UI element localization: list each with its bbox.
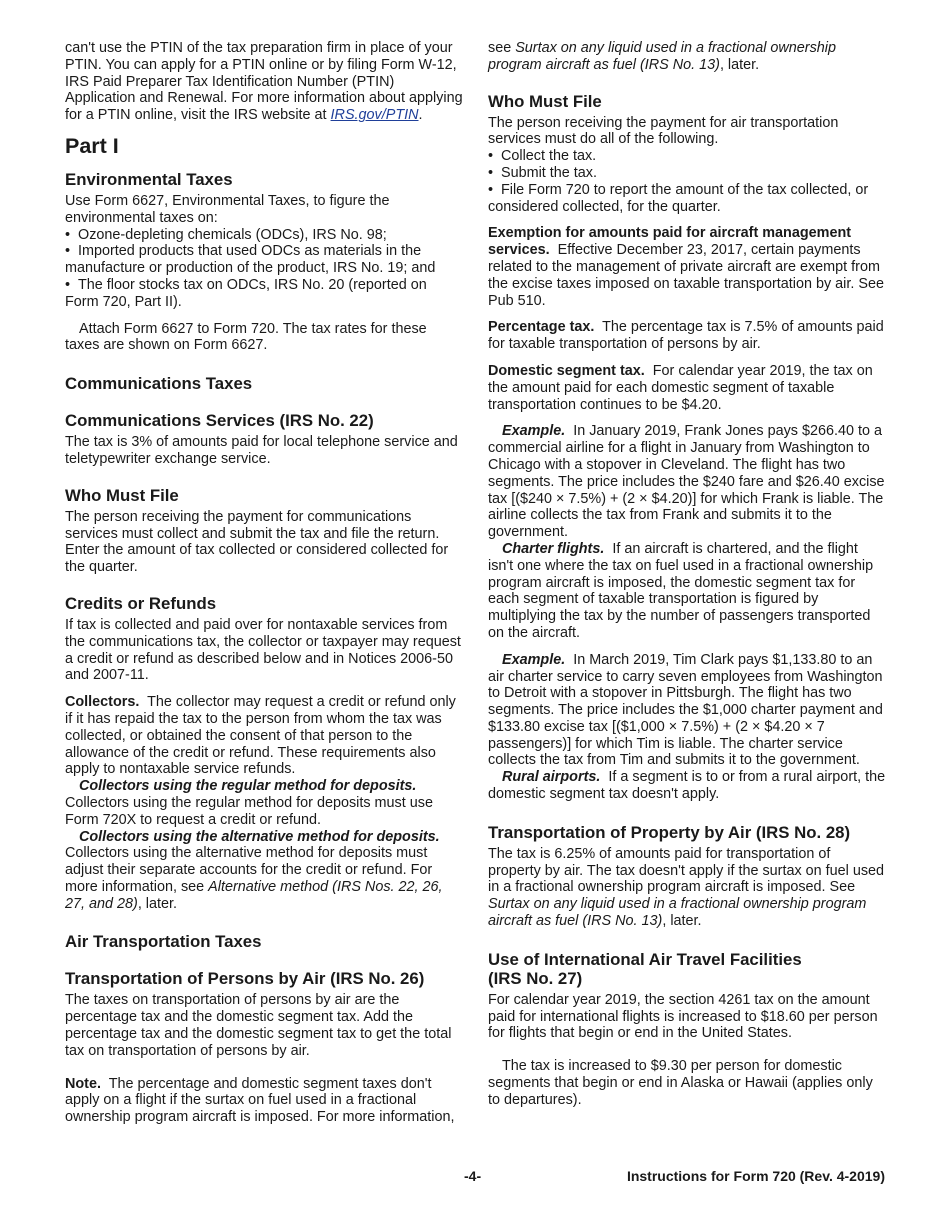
list-item: • Ozone-depleting chemicals (ODCs), IRS No. 98;	[65, 226, 387, 243]
bullet-icon: •	[65, 243, 71, 260]
env-attach-text: Attach Form 6627 to Form 720. The tax rates for these taxes are shown on Form 6627.	[65, 320, 427, 354]
left-column	[65, 40, 463, 1126]
charter-flights-paragraph: Charter flights. If an aircraft is chartered, and the flight isn't one where the tax on fuel used in a fractional ownership program aircraft is imposed, the domestic segment tax for each segment of taxable transportation is figured by multiplying the tax by the number of passengers transported on the aircraft.	[488, 540, 874, 641]
intl-text: For calendar year 2019, the section 4261 tax on the amount paid for international flights is increased to $18.60 per person for flights that begin or end in the United States.	[488, 991, 878, 1042]
comm-heading: Communications Taxes	[65, 374, 253, 394]
property-heading: Transportation of Property by Air (IRS No. 28)	[488, 822, 851, 842]
bullet-icon: •	[65, 276, 71, 293]
list-item: • The floor stocks tax on ODCs, IRS No. 20 (reported on Form 720, Part II).	[65, 276, 427, 310]
persons-heading: Transportation of Persons by Air (IRS No. 26)	[65, 969, 425, 989]
irs-ptin-link[interactable]: IRS.gov/PTIN	[330, 107, 419, 124]
comm-who-heading: Who Must File	[65, 485, 179, 505]
percentage-tax-paragraph: Percentage tax. The percentage tax is 7.5% of amounts paid for taxable transportation of persons by air.	[488, 319, 884, 353]
bullet-icon: •	[65, 226, 71, 243]
air-heading: Air Transportation Taxes	[65, 932, 262, 952]
comm-services-heading: Communications Services (IRS No. 22)	[65, 411, 374, 431]
comm-services-text: The tax is 3% of amounts paid for local telephone service and teletypewriter exchange service.	[65, 434, 458, 467]
list-item: • Imported products that used ODCs as materials in the manufacture or production of the product, IRS No. 19; and	[65, 243, 436, 277]
air-who-bullet-list	[488, 148, 886, 215]
example-2-paragraph: Example. In March 2019, Tim Clark pays $1,133.80 to an air charter service to carry seven employees from Washington to Detroit with a stopover in Pittsburgh. The flight has two segments. The price includes the $1,000 charter payment and $133.80 excise tax [($1,000 × 7.5%) + (2 × $4.20 × 7 passengers)] for which Tim is liable. The charter service collects the tax from Tim and submits it to the government.	[488, 651, 883, 769]
bullet-icon: •	[488, 181, 494, 198]
comm-who-text: The person receiving the payment for communications services must collect and submit the tax and file the return. Enter the amount of tax collected or considered collected for the quarter.	[65, 508, 449, 576]
alt-method-paragraph: Collectors using the alternative method for deposits. Collectors using the alternative method for deposits must adjust their separate accounts for the credit or refund. For more information, see Alternative method (IRS Nos. 22, 26, 27, and 28), later.	[65, 828, 443, 912]
env-bullet-list	[65, 227, 463, 311]
note-paragraph: Note. The percentage and domestic segment taxes don't apply on a flight if the surtax on fuel used in a fractional ownership program aircraft is imposed. For more information,	[65, 1075, 455, 1126]
credits-heading: Credits or Refunds	[65, 593, 217, 613]
domestic-segment-paragraph: Domestic segment tax. For calendar year 2019, the tax on the amount paid for each domestic segment of taxable transportation continues to be $4.20.	[488, 362, 873, 413]
continued-paragraph: see Surtax on any liquid used in a fractional ownership program aircraft as fuel (IRS No. 13), later.	[488, 40, 836, 73]
intl-heading: Use of International Air Travel Facilities (IRS No. 27)	[488, 949, 802, 988]
right-column	[488, 40, 886, 1109]
bullet-icon: •	[488, 148, 494, 165]
air-who-heading: Who Must File	[488, 91, 602, 111]
list-item: • Collect the tax.	[488, 148, 597, 165]
form-title: Instructions for Form 720 (Rev. 4-2019)	[626, 1168, 885, 1184]
rural-airports-paragraph: Rural airports. If a segment is to or from a rural airport, the domestic segment tax doesn't apply.	[488, 769, 886, 803]
collectors-paragraph: Collectors. The collector may request a credit or refund only if it has repaid the tax to the person from whom the tax was collected, or obtained the consent of that person to the allowance of the credit or refund. These requirements also apply to nontaxable service refunds.	[65, 694, 456, 778]
example-1-paragraph: Example. In January 2019, Frank Jones pays $266.40 to a commercial airline for a flight in January from Washington to Chicago with a stopover in Cleveland. The flight has two segments. The price includes the $240 fare and $26.40 excise tax [($240 × 7.5%) + (2 × $4.20)] for which Frank is liable. The airline collects the tax from Frank and submits it to the government.	[488, 423, 885, 541]
page-number: -4-	[464, 1168, 482, 1184]
list-item: • Submit the tax.	[488, 164, 597, 181]
env-heading: Environmental Taxes	[65, 169, 233, 189]
regular-method-paragraph: Collectors using the regular method for deposits. Collectors using the regular method for deposits must use Form 720X to request a credit or refund.	[65, 778, 433, 828]
credits-text: If tax is collected and paid over for nontaxable services from the communications tax, the collector or taxpayer may request a credit or refund as described below and in Notices 2006-50 and 2007-11.	[65, 616, 461, 684]
property-text: The tax is 6.25% of amounts paid for transportation of property by air. The tax doesn't apply if the surtax on fuel used in a fractional ownership program aircraft is imposed. See Surtax on any liquid used in a fractional ownership program aircraft as fuel (IRS No. 13), later.	[488, 845, 885, 930]
air-who-text: The person receiving the payment for air transportation services must do all of the following.	[488, 114, 839, 148]
bullet-icon: •	[488, 164, 494, 181]
part-title: Part I	[65, 133, 119, 158]
env-text: Use Form 6627, Environmental Taxes, to figure the environmental taxes on:	[65, 192, 390, 226]
ptin-paragraph: can't use the PTIN of the tax preparation firm in place of your PTIN. You can apply for a PTIN online or by filing Form W-12, IRS Paid Preparer Tax Identification Number (PTIN) Application and Renewal. For more information about applying for a PTIN online, visit the IRS website at IRS.gov/PTIN.	[65, 40, 463, 124]
list-item: • File Form 720 to report the amount of the tax collected, or considered collected, for the quarter.	[488, 181, 869, 215]
intl-text-2: The tax is increased to $9.30 per person for domestic segments that begin or end in Alaska or Hawaii (applies only to departures).	[488, 1058, 873, 1108]
persons-text: The taxes on transportation of persons by air are the percentage tax and the domestic segment tax. Add the percentage tax and the domestic segment tax to get the total tax on transportation of persons by air.	[65, 992, 452, 1059]
exemption-paragraph: Exemption for amounts paid for aircraft management services. Effective December 23, 2017, certain payments related to the management of private aircraft are exempt from the excise taxes imposed on taxable transportation by air. See Pub 510.	[488, 225, 884, 309]
